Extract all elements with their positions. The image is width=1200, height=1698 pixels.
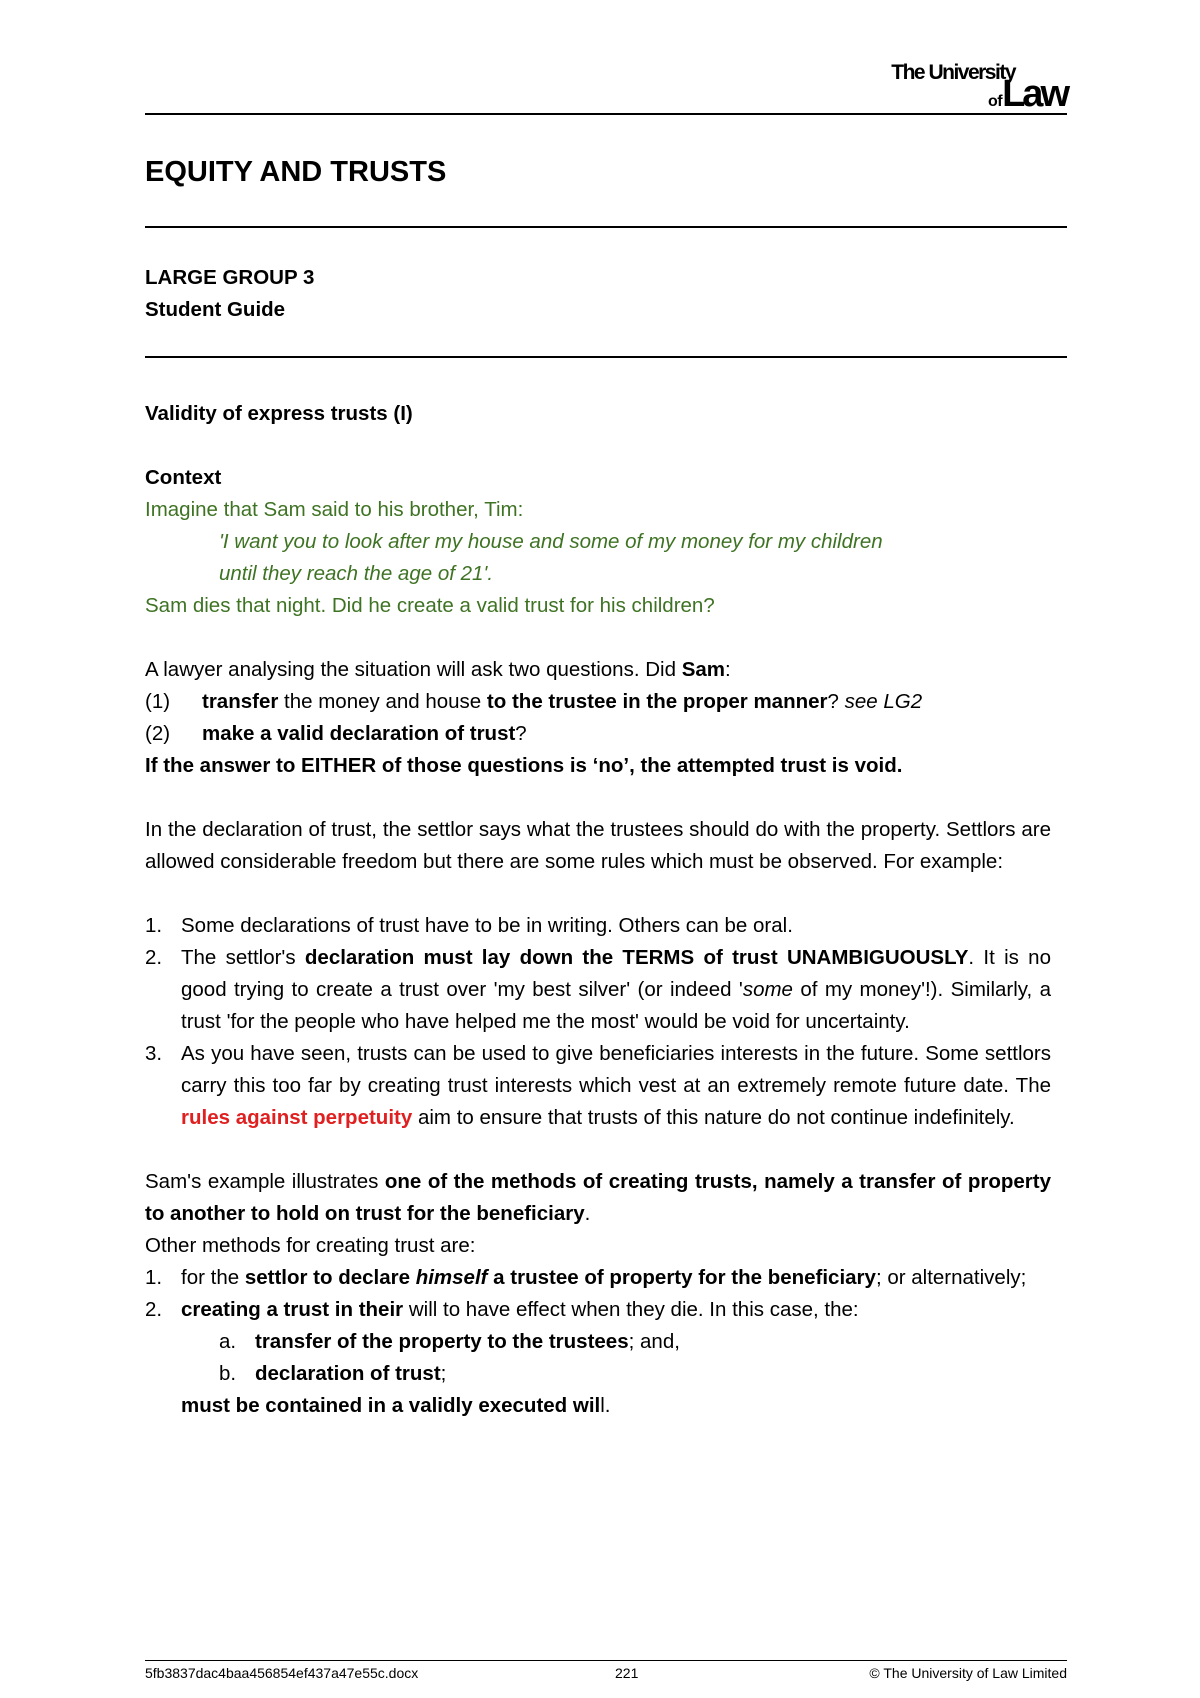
context-quote-1: 'I want you to look after my house and some of my money for my children (219, 530, 883, 553)
questions-conclusion: If the answer to EITHER of those questions is ‘no’, the attempted trust is void. (145, 754, 903, 777)
method-final-line: must be contained in a validly executed will. (181, 1394, 611, 1417)
context-heading: Context (145, 466, 222, 489)
questions-intro: A lawyer analysing the situation will ask two questions. Did Sam: (145, 658, 731, 681)
methods-paragraph: Sam's example illustrates one of the methods of creating trusts, namely a transfer of property to another to hold on trust for the beneficiary. (145, 1170, 1051, 1225)
logo-of: of (987, 93, 1003, 110)
header-rule (145, 113, 1067, 115)
logo-law: Law (1002, 73, 1067, 115)
context-quote-2: until they reach the age of 21'. (219, 562, 494, 585)
footer-rule (145, 1660, 1067, 1661)
subtitle-rule (145, 356, 1067, 358)
logo-line-1: The University (891, 61, 1015, 84)
rule-item-3: 3. As you have seen, trusts can be used to give beneficiaries interests in the future. Some settlors carry this too far by creating trust interests which vest at an extremely remote future date. The rules against perpetuity aim to ensure that trusts of this nature do not continue indefinitely. (145, 1042, 1051, 1129)
declaration-paragraph: In the declaration of trust, the settlor says what the trustees should do with the property. Settlors are allowed considerable freedom but there are some rules which must be observed. For example: (145, 818, 1051, 873)
method-item-2: 2. creating a trust in their will to have effect when they die. In this case, the: (145, 1298, 859, 1321)
rule-item-2: 2. The settlor's declaration must lay down the TERMS of trust UNAMBIGUOUSLY. It is no good trying to create a trust over 'my best silver' (or indeed 'some of my money'!). Similarly, a trust 'for the people who have helped me the most' would be void for uncertainty. (145, 946, 1051, 1033)
question-1: (1) transfer the money and house to the trustee in the proper manner? see LG2 (145, 690, 923, 713)
title-rule (145, 226, 1067, 228)
context-line-2: Sam dies that night. Did he create a valid trust for his children? (145, 594, 715, 617)
question-2: (2) make a valid declaration of trust? (145, 722, 527, 745)
footer-page-number: 221 (615, 1665, 639, 1681)
document-title: EQUITY AND TRUSTS (145, 156, 447, 188)
section-heading: Validity of express trusts (I) (145, 402, 413, 425)
perpetuity-highlight: rules against perpetuity (181, 1106, 413, 1129)
method-subitem-b: b. declaration of trust; (219, 1362, 447, 1385)
rule-item-1: 1. Some declarations of trust have to be in writing. Others can be oral. (145, 914, 793, 937)
footer-copyright: © The University of Law Limited (869, 1665, 1067, 1681)
guide-label: Student Guide (145, 298, 286, 321)
document-body (145, 398, 1051, 1422)
method-subitem-a: a. transfer of the property to the trustees; and, (219, 1330, 680, 1353)
group-label: LARGE GROUP 3 (145, 266, 315, 289)
footer-filename: 5fb3837dac4baa456854ef437a47e55c.docx (145, 1665, 419, 1681)
method-item-1: 1. for the settlor to declare himself a trustee of property for the beneficiary; or alternatively; (145, 1266, 1027, 1289)
methods-intro: Other methods for creating trust are: (145, 1234, 476, 1257)
context-line-1: Imagine that Sam said to his brother, Tim: (145, 498, 524, 521)
university-logo (891, 62, 1067, 113)
